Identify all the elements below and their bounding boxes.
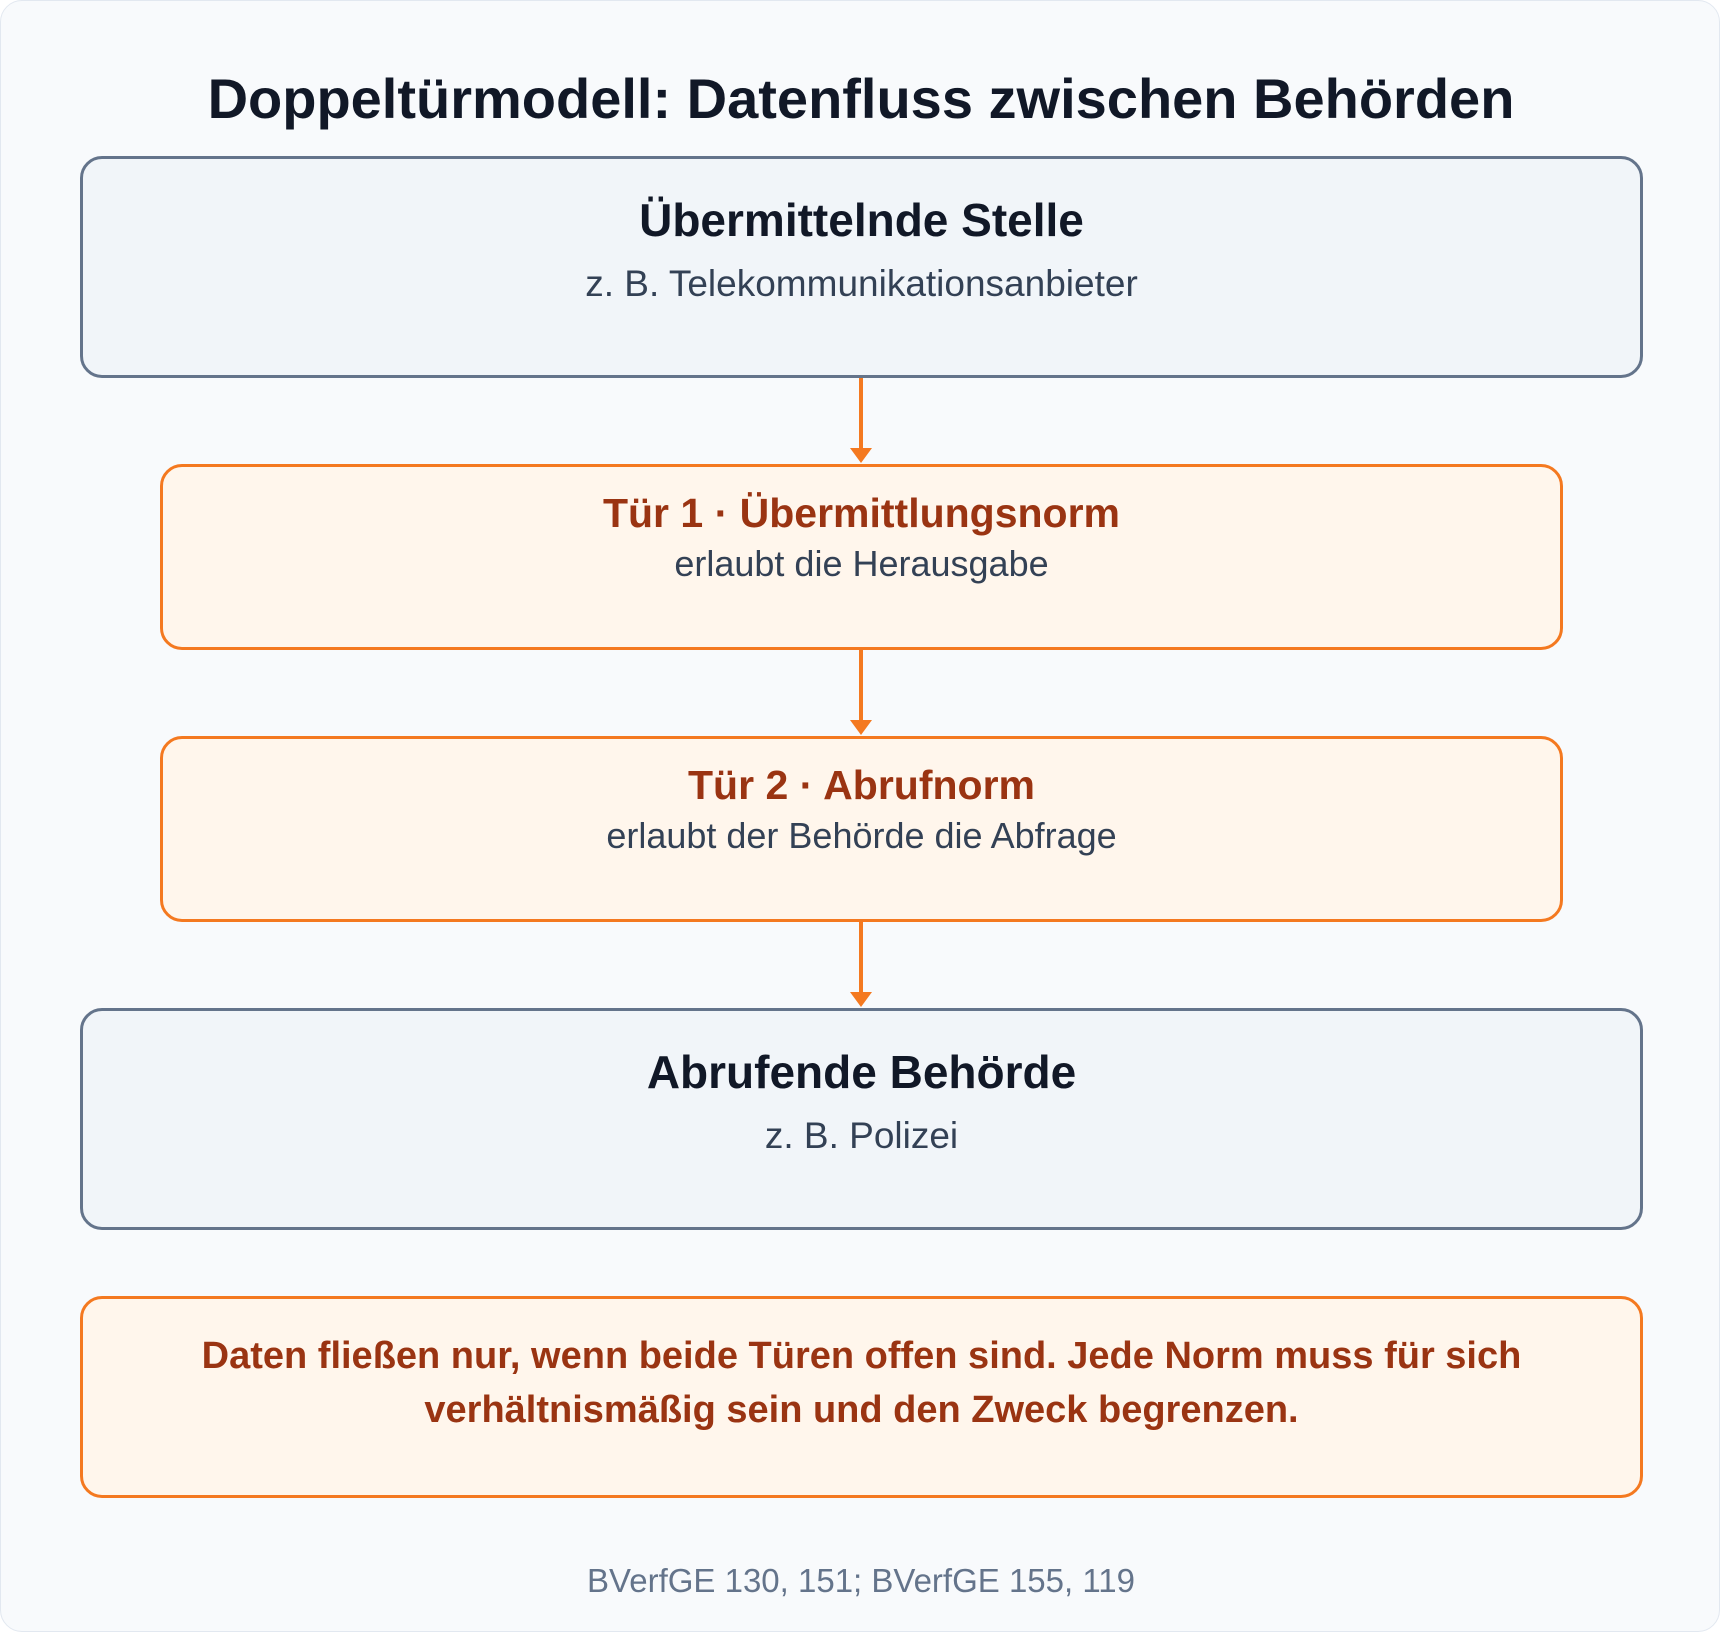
- node-source: [80, 156, 1643, 378]
- node-door2: [160, 736, 1563, 922]
- note-box: [80, 1296, 1643, 1498]
- note-text: Daten fließen nur, wenn beide Türen offen sind. Jede Norm muss für sich verhältnismäßig sein und den Zweck begrenzen.: [201, 1335, 1522, 1431]
- node-door1-subtitle: erlaubt die Herausgabe: [674, 543, 1049, 584]
- arrow-door1-door2: [850, 650, 872, 735]
- node-door2-subtitle: erlaubt der Behörde die Abfrage: [606, 815, 1117, 856]
- diagram-title: Doppeltürmodell: Datenfluss zwischen Behörden: [207, 67, 1515, 130]
- arrow-door2-target: [850, 922, 872, 1007]
- node-source-subtitle: z. B. Telekommunikationsanbieter: [585, 263, 1138, 304]
- node-door1: [160, 464, 1563, 650]
- arrow-source-door1: [850, 378, 872, 463]
- node-target-title: Abrufende Behörde: [646, 1046, 1077, 1098]
- node-door1-title: Tür 1 · Übermittlungsnorm: [602, 490, 1121, 536]
- node-source-title: Übermittelnde Stelle: [639, 194, 1084, 246]
- node-target: [80, 1008, 1643, 1230]
- node-door2-title: Tür 2 · Abrufnorm: [688, 762, 1035, 808]
- node-target-subtitle: z. B. Polizei: [764, 1115, 959, 1156]
- citation-footer: BVerfGE 130, 151; BVerfGE 155, 119: [587, 1562, 1135, 1599]
